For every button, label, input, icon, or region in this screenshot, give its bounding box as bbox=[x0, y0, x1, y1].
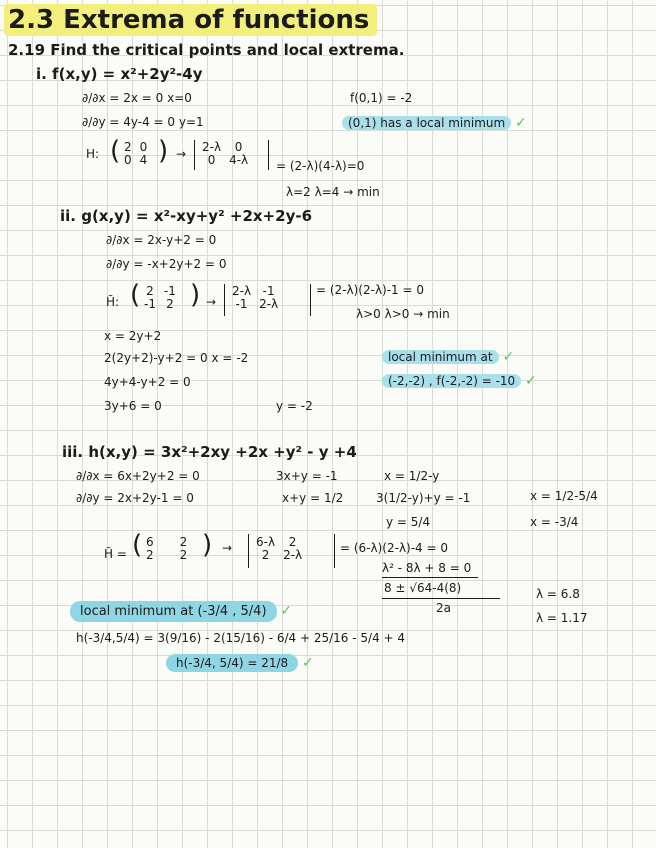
check-icon: ✓ bbox=[525, 373, 537, 389]
part-iii-formula-denominator: 2a bbox=[436, 601, 451, 615]
part-i-determinant bbox=[192, 140, 272, 172]
part-iii-hessian-matrix: ( 6 2 2 2 ) bbox=[132, 530, 213, 563]
part-ii-hessian-matrix: ( 2 -1 -1 2 ) bbox=[130, 280, 201, 312]
part-iii-determinant bbox=[246, 534, 338, 570]
det-cell: 2-λ bbox=[202, 140, 222, 154]
check-icon: ✓ bbox=[302, 655, 314, 671]
matrix-cell: 2 bbox=[146, 284, 154, 298]
arrow-icon: → bbox=[206, 295, 217, 309]
det-cell: 2-λ bbox=[283, 548, 303, 563]
part-ii-result-2 bbox=[382, 374, 537, 389]
part-i-characteristic: = (2-λ)(4-λ)=0 bbox=[276, 159, 365, 173]
part-iii-formula-numerator: 8 ± √64-4(8) bbox=[384, 581, 462, 595]
part-iii-x-expr: x = 1/2-y bbox=[384, 469, 440, 483]
part-iii-result-text: local minimum at (-3/4 , 5/4) bbox=[70, 601, 277, 622]
matrix-cell: 4 bbox=[139, 153, 148, 168]
part-iii-eigenvalue-1: λ = 6.8 bbox=[536, 587, 580, 601]
matrix-cell: 0 bbox=[124, 153, 132, 168]
problem-statement: 2.19 Find the critical points and local extrema. bbox=[8, 41, 405, 59]
page-title: 2.3 Extrema of functions bbox=[4, 4, 377, 36]
det-cell: 2 bbox=[288, 535, 297, 549]
part-i-result bbox=[342, 116, 527, 131]
part-iii-x-value: x = -3/4 bbox=[530, 515, 579, 529]
part-iii-y-value: y = 5/4 bbox=[386, 515, 431, 529]
part-ii-y-value: y = -2 bbox=[276, 399, 313, 413]
matrix-cell: 0 bbox=[139, 140, 148, 154]
part-iii-subst: 3(1/2-y)+y = -1 bbox=[376, 491, 471, 505]
matrix-cell: -1 bbox=[144, 297, 156, 312]
part-iii-eq-1: 3x+y = -1 bbox=[276, 469, 338, 483]
part-iii-final-text: h(-3/4, 5/4) = 21/8 bbox=[166, 654, 298, 672]
det-cell: -1 bbox=[235, 297, 248, 312]
det-cell: 0 bbox=[234, 140, 243, 154]
part-ii-step-4: 3y+6 = 0 bbox=[104, 399, 162, 413]
matrix-cell: 2 bbox=[179, 548, 188, 563]
det-cell: 2 bbox=[261, 548, 270, 563]
matrix-cell: 2 bbox=[146, 548, 154, 563]
part-i-result-text: (0,1) has a local minimum bbox=[342, 116, 511, 130]
det-cell: 0 bbox=[207, 153, 216, 168]
part-ii-step-3: 4y+4-y+2 = 0 bbox=[104, 375, 191, 389]
part-iii-result bbox=[70, 604, 292, 619]
part-i-dx: ∂/∂x = 2x = 0 x=0 bbox=[82, 91, 192, 105]
part-iii-final bbox=[166, 656, 314, 671]
part-iii-x-calc: x = 1/2-5/4 bbox=[530, 489, 598, 503]
part-iii-dx: ∂/∂x = 6x+2y+2 = 0 bbox=[76, 469, 200, 483]
arrow-icon: → bbox=[176, 147, 187, 161]
part-i-hessian-label: H: bbox=[86, 147, 100, 161]
matrix-cell: 2 bbox=[124, 140, 132, 154]
part-ii-step-1: x = 2y+2 bbox=[104, 329, 162, 343]
part-i-eigenvalues: λ=2 λ=4 → min bbox=[286, 185, 380, 199]
part-ii-characteristic: = (2-λ)(2-λ)-1 = 0 bbox=[316, 283, 425, 297]
part-ii-step-2: 2(2y+2)-y+2 = 0 x = -2 bbox=[104, 351, 249, 365]
part-iii-evaluation: h(-3/4,5/4) = 3(9/16) - 2(15/16) - 6/4 + 25/16 - 5/4 + 4 bbox=[76, 631, 406, 645]
matrix-cell: -1 bbox=[163, 284, 176, 298]
matrix-cell: 2 bbox=[166, 297, 174, 312]
part-i-hessian-matrix: ( 2 0 0 4 ) bbox=[110, 136, 169, 168]
part-ii-dx: ∂/∂x = 2x-y+2 = 0 bbox=[106, 233, 217, 247]
part-iii-quadratic: λ² - 8λ + 8 = 0 bbox=[382, 561, 472, 575]
part-ii-result-text-1: local minimum at bbox=[382, 350, 499, 364]
matrix-cell: 6 bbox=[146, 535, 154, 549]
det-cell: 6-λ bbox=[256, 535, 276, 549]
check-icon: ✓ bbox=[515, 115, 527, 131]
det-cell: -1 bbox=[262, 284, 275, 298]
part-ii-result-text-2: (-2,-2) , f(-2,-2) = -10 bbox=[382, 374, 521, 388]
det-cell: 2-λ bbox=[259, 297, 279, 312]
part-iii-hessian-label: H̃ = bbox=[104, 547, 127, 561]
part-ii-dy: ∂/∂y = -x+2y+2 = 0 bbox=[106, 257, 227, 271]
part-i-dy: ∂/∂y = 4y-4 = 0 y=1 bbox=[82, 115, 204, 129]
part-iii-characteristic: = (6-λ)(2-λ)-4 = 0 bbox=[340, 541, 449, 555]
part-iii-function: iii. h(x,y) = 3x²+2xy +2x +y² - y +4 bbox=[62, 443, 357, 461]
part-iii-dy: ∂/∂y = 2x+2y-1 = 0 bbox=[76, 491, 194, 505]
matrix-cell: 2 bbox=[179, 535, 188, 549]
det-cell: 4-λ bbox=[229, 153, 249, 168]
part-ii-function: ii. g(x,y) = x²-xy+y² +2x+2y-6 bbox=[60, 207, 313, 225]
part-iii-eigenvalue-2: λ = 1.17 bbox=[536, 611, 588, 625]
part-ii-eigenvalues: λ>0 λ>0 → min bbox=[356, 307, 450, 321]
check-icon: ✓ bbox=[502, 349, 515, 365]
part-ii-determinant bbox=[222, 284, 314, 318]
check-icon: ✓ bbox=[280, 603, 293, 619]
part-iii-eq-2: x+y = 1/2 bbox=[282, 491, 344, 505]
det-cell: 2-λ bbox=[232, 284, 252, 298]
part-ii-hessian-label: H̃: bbox=[106, 295, 120, 309]
part-i-function: i. f(x,y) = x²+2y²-4y bbox=[36, 65, 203, 83]
arrow-icon: → bbox=[222, 541, 233, 555]
part-i-value: f(0,1) = -2 bbox=[350, 91, 413, 105]
part-ii-result-1 bbox=[382, 350, 514, 365]
